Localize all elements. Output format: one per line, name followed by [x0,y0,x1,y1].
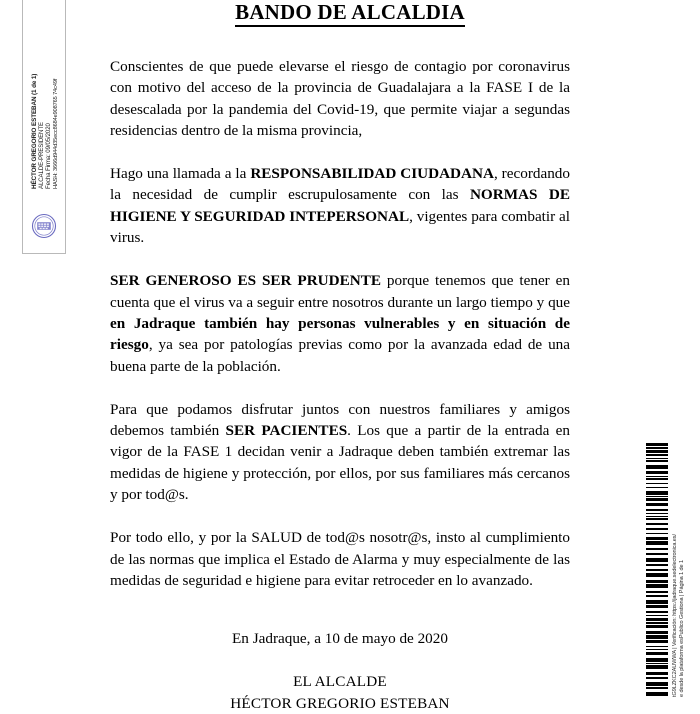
verification-strip [640,443,698,701]
closing-role: EL ALCALDE [293,673,387,691]
digital-signature-sidebar [22,0,66,254]
verification-platform-line: e desde la plataforma esPublico Gestiona | Página 1 de 1 [679,559,685,697]
page-title [0,0,700,25]
page-title-text: BANDO DE ALCALDIA [235,0,465,27]
verification-url-line: tG9LZKC2AUWWA | Verificación: https://jadraque.sedelectronica.es/ [672,534,678,697]
emphasis-run: SER PACIENTES [225,422,348,440]
digital-signature-seal-icon [31,213,57,239]
emphasis-run: RESPONSABILIDAD CIUDADANA [250,165,494,183]
para-3: SER GENEROSO ES SER PRUDENTE porque tenemos que tener en cuenta que el virus va a seguir entre nosotros durante un largo tiempo y que en Jadraque también hay personas vulnerables y en situación de riesgo, ya sea por patologías previas como por la avanzada edad de una buena parte de la población. [110,272,570,375]
signature-hash: HASH: 3666d944d35ecc8684e908765 74c49f [53,78,59,189]
emphasis-run: en Jadraque también hay personas vulnerables y en situación de riesgo [110,314,570,354]
document-body [110,56,570,591]
para-1: Conscientes de que puede elevarse el riesgo de contagio por coronavirus con motivo del acceso de la provincia de Guadalajara a la FASE I de la desescalada por la pandemia del Covid-19, que permite viajar a segundas residencias dentro de la misma provincia, [110,58,570,139]
para-5: Por todo ello, y por la SALUD de tod@s nosotr@s, insto al cumplimiento de las normas que implica el Estado de Alarma y muy especialmente de las medidas de seguridad e higiene para evitar retroceder en lo avanzado. [110,529,570,589]
closing-signer-name: HÉCTOR GREGORIO ESTEBAN [230,694,450,712]
emphasis-run: SER GENEROSO ES SER PRUDENTE [110,272,381,290]
verification-barcode [646,443,668,699]
signature-date: Fecha Firma: 09/05/2020 [45,123,52,189]
para-4: Para que podamos disfrutar juntos con nuestros familiares y amigos debemos también SER PACIENTES. Los que a partir de la entrada en vigor de la FASE 1 decidan venir a Jadraque deben también extremar las medidas de higiene y protección, por ellos, por sus familiares más cercanos y por tod@s. [110,400,570,504]
signature-text-block [23,0,67,193]
signature-signer-name: HÉCTOR GREGORIO ESTEBAN (1 de 1) [31,73,38,189]
verification-text-block [670,443,698,699]
para-2: Hago una llamada a la RESPONSABILIDAD CIUDADANA, recordando la necesidad de cumplir escrupulosamente con las NORMAS DE HIGIENE Y SEGURIDAD INTEPERSONAL, vigentes para combatir al virus. [110,165,570,247]
closing-block [110,628,570,714]
signature-signer-role: ALCALDE-PRESIDENTE [38,122,45,189]
barcode-gap [646,696,668,698]
closing-date: En Jadraque, a 10 de mayo de 2020 [232,630,448,647]
emphasis-run: NORMAS DE HIGIENE Y SEGURIDAD INTEPERSONAL [110,186,570,225]
